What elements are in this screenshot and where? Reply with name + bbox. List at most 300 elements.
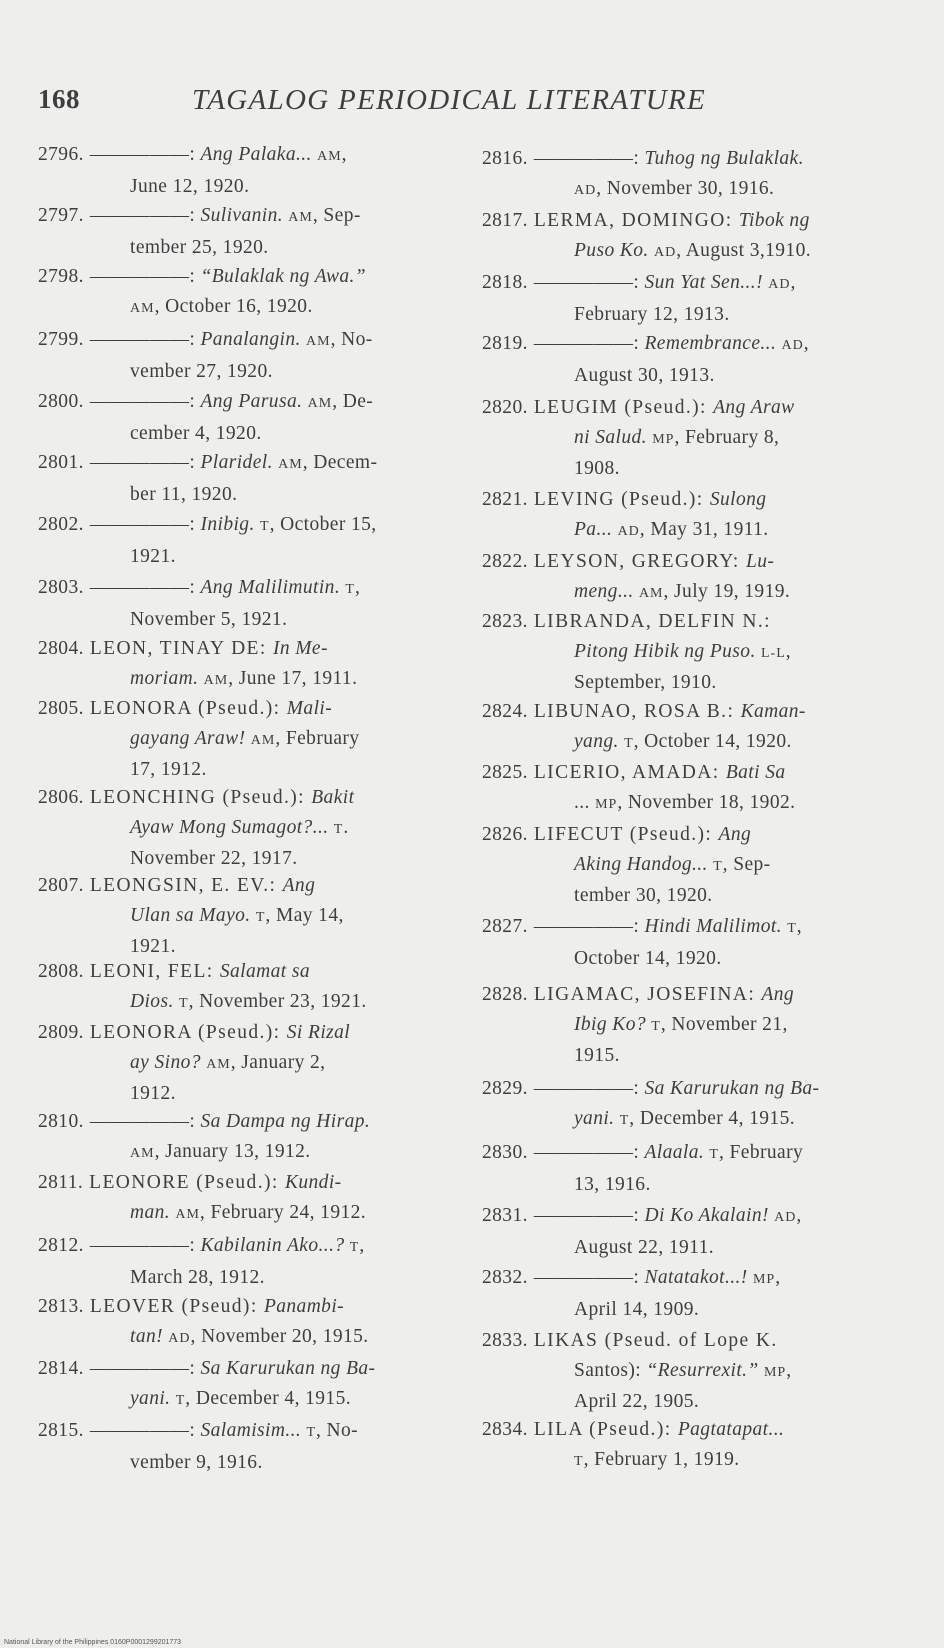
entry-line: [482, 944, 907, 974]
entry-line: [482, 515, 907, 547]
entry-text: ,: [796, 1205, 802, 1226]
entry-title: Natatakot...!: [644, 1267, 753, 1288]
entry-line: [482, 1074, 907, 1104]
entry-text: cember 4, 1920.: [130, 422, 262, 444]
entry-number: 2811.: [38, 1172, 84, 1193]
entry-line: [38, 783, 448, 813]
entry-title: ay Sino?: [130, 1051, 207, 1073]
bibliography-entry: [482, 547, 907, 608]
entry-title: Ibig Ko?: [574, 1013, 652, 1035]
entry-line: [38, 871, 448, 901]
entry-text: 1908.: [574, 458, 620, 479]
entry-text: , January 2,: [230, 1051, 326, 1073]
entry-text: , February 24, 1912.: [199, 1201, 367, 1223]
entry-line: [482, 850, 907, 882]
entry-author: LEONORA (Pseud.):: [89, 698, 287, 719]
periodical-abbrev: AM: [306, 334, 331, 349]
entry-line: [482, 820, 907, 850]
entry-number: 2796.: [38, 144, 84, 165]
entry-title: Pitong Hibik ng Puso.: [574, 640, 761, 662]
entry-title: Kundi-: [284, 1172, 342, 1193]
entry-text: ...: [574, 791, 596, 813]
entry-number: 2806.: [38, 787, 84, 808]
entry-text: June 12, 1920.: [130, 175, 250, 197]
entry-title: Plaridel.: [200, 452, 279, 473]
entry-line: [482, 1233, 907, 1263]
entry-line: [482, 1356, 907, 1388]
entry-line: [482, 697, 907, 727]
entry-number: 2808.: [38, 961, 84, 982]
bibliography-entry: [482, 393, 907, 484]
entry-text: 1921.: [130, 936, 176, 957]
entry-title: Salamisim...: [200, 1420, 307, 1441]
entry-author: LEOVER (Pseud):: [89, 1296, 264, 1317]
entry-number: 2834.: [482, 1419, 528, 1440]
entry-author: LIGAMAC, JOSEFINA:: [533, 984, 762, 1005]
entry-text: ,: [354, 577, 361, 598]
entry-title: Ang Parusa.: [200, 391, 308, 412]
entry-number: 2821.: [482, 489, 528, 510]
entry-line: [482, 912, 907, 944]
entry-author: LEON, TINAY DE:: [89, 638, 273, 659]
bibliography-entry: [38, 573, 448, 634]
entry-text: —————:: [89, 577, 201, 598]
periodical-abbrev: T: [787, 921, 797, 936]
entry-text: March 28, 1912.: [130, 1266, 265, 1288]
entry-line: [482, 1170, 907, 1200]
entry-title: Sun Yat Sen...!: [644, 272, 769, 293]
entry-title: Pa...: [574, 518, 618, 540]
bibliography-entry: [482, 980, 907, 1071]
entry-title: Dios.: [130, 990, 179, 1012]
periodical-abbrev: AM: [175, 1206, 200, 1222]
entry-title: Ang: [282, 875, 316, 896]
entry-text: , Decem-: [302, 452, 378, 473]
entry-text: —————:: [89, 452, 201, 473]
bibliography-entry: [38, 783, 448, 874]
entry-number: 2812.: [38, 1235, 84, 1256]
bibliography-entry: [482, 206, 907, 267]
periodical-abbrev: T: [709, 1147, 719, 1162]
periodical-abbrev: AD: [168, 1330, 191, 1346]
entry-text: , November 20, 1915.: [190, 1325, 369, 1347]
entry-text: —————:: [533, 1267, 645, 1288]
entry-number: 2819.: [482, 333, 528, 354]
entry-number: 2798.: [38, 266, 84, 287]
entry-text: August 30, 1913.: [574, 364, 715, 386]
periodical-abbrev: T: [333, 821, 344, 837]
entry-title: Inibig.: [200, 514, 260, 535]
entry-number: 2822.: [482, 551, 528, 572]
entry-title: yani.: [574, 1107, 620, 1129]
bibliography-entry: [482, 485, 907, 546]
periodical-abbrev: T: [345, 582, 355, 597]
entry-title: yani.: [130, 1387, 176, 1409]
entry-text: —————:: [89, 205, 201, 226]
periodical-abbrev: T: [260, 519, 270, 534]
entry-number: 2814.: [38, 1358, 84, 1379]
entry-line: [482, 1138, 907, 1170]
entry-text: , November 30, 1916.: [596, 177, 775, 199]
entry-text: ,: [775, 1267, 781, 1288]
periodical-abbrev: AM: [206, 1056, 231, 1072]
periodical-abbrev: AD: [653, 244, 677, 260]
entry-text: —————:: [89, 144, 201, 165]
entry-title: Kaman-: [740, 701, 806, 722]
entry-author: LIBUNAO, ROSA B.:: [533, 701, 741, 722]
entry-text: , Sep-: [722, 853, 771, 875]
entry-line: [38, 573, 448, 605]
entry-number: 2833.: [482, 1330, 528, 1351]
entry-text: October 14, 1920.: [574, 947, 722, 969]
entry-text: , June 17, 1911.: [228, 667, 358, 689]
entry-text: vember 9, 1916.: [130, 1451, 263, 1473]
entry-text: —————:: [533, 148, 645, 169]
entry-author: LEUGIM (Pseud.):: [533, 397, 714, 418]
bibliography-entry: [38, 510, 448, 571]
entry-text: tember 30, 1920.: [574, 885, 713, 906]
entry-text: , October 16, 1920.: [154, 295, 313, 317]
entry-author: LICERIO, AMADA:: [533, 762, 726, 783]
entry-number: 2825.: [482, 762, 528, 783]
entry-title: Tuhog ng Bulaklak.: [644, 148, 804, 169]
entry-title: Bati Sa: [725, 762, 786, 783]
bibliography-entry: [482, 1201, 907, 1262]
entry-line: [482, 1041, 907, 1071]
entry-number: 2827.: [482, 916, 528, 937]
footer-note: National Library of the Philippines 0160P0001299201773: [4, 1639, 182, 1646]
periodical-abbrev: AM: [317, 149, 342, 164]
entry-line: [482, 361, 907, 391]
entry-title: Panalangin.: [200, 329, 307, 350]
bibliography-entry: [38, 871, 448, 962]
entry-text: —————:: [533, 1142, 645, 1163]
entry-text: , February 8,: [674, 426, 780, 448]
bibliography-entry: [482, 268, 907, 329]
periodical-abbrev: MP: [652, 431, 675, 447]
entry-text: 13, 1916.: [574, 1173, 651, 1195]
periodical-abbrev: AM: [278, 457, 303, 472]
entry-line: [38, 664, 448, 696]
entry-line: [38, 634, 448, 664]
periodical-abbrev: T: [713, 858, 723, 874]
periodical-abbrev: T: [651, 1018, 661, 1034]
entry-title: Ang Palaka...: [200, 144, 318, 165]
entry-line: [38, 1416, 448, 1448]
entry-text: , December 4, 1915.: [629, 1107, 796, 1129]
entry-text: —————:: [89, 329, 201, 350]
entry-number: 2809.: [38, 1022, 84, 1043]
periodical-abbrev: T: [619, 1112, 630, 1128]
entry-text: , May 14,: [265, 904, 344, 926]
entry-line: [482, 607, 907, 637]
entry-title: Lu-: [746, 551, 775, 572]
entry-line: [482, 668, 907, 698]
entry-number: 2820.: [482, 397, 528, 418]
entry-title: moriam.: [130, 667, 204, 689]
entry-number: 2804.: [38, 638, 84, 659]
entry-line: [38, 1198, 448, 1230]
entry-title: Hindi Malilimot.: [644, 916, 788, 937]
entry-number: 2810.: [38, 1111, 84, 1132]
entry-title: Sa Dampa ng Hirap.: [200, 1111, 371, 1132]
entry-title: Puso Ko.: [574, 239, 654, 261]
bibliography-entry: [38, 1168, 448, 1229]
entry-number: 2826.: [482, 824, 528, 845]
entry-line: [482, 268, 907, 300]
entry-text: September, 1910.: [574, 672, 717, 693]
entry-title: Si Rizal: [286, 1022, 351, 1043]
entry-text: , No-: [316, 1420, 359, 1441]
entry-line: [482, 637, 907, 669]
entry-title: Ang Araw: [713, 397, 795, 418]
entry-line: [38, 1292, 448, 1322]
entry-line: [482, 1326, 907, 1356]
entry-line: [38, 387, 448, 419]
periodical-abbrev: AM: [638, 585, 664, 601]
entry-line: [482, 174, 907, 206]
entry-text: 1915.: [574, 1045, 620, 1066]
entry-text: , February: [718, 1142, 804, 1163]
entry-author: LIBRANDA, DELFIN N.:: [533, 611, 771, 632]
entry-line: [482, 485, 907, 515]
entry-author: LIFECUT (Pseud.):: [533, 824, 719, 845]
entry-author: LEONORE (Pseud.):: [89, 1172, 285, 1193]
entry-title: Mali-: [286, 698, 333, 719]
entry-number: 2813.: [38, 1296, 84, 1317]
entry-text: , No-: [330, 329, 373, 350]
entry-line: [482, 1010, 907, 1042]
entry-text: ,: [796, 916, 803, 937]
periodical-abbrev: L-L: [761, 645, 786, 661]
entry-text: ,: [786, 1359, 792, 1381]
bibliography-entry: [38, 1354, 448, 1415]
entry-text: —————:: [89, 1111, 201, 1132]
entry-title: Sa Karurukan ng Ba-: [200, 1358, 376, 1379]
entry-text: , November 21,: [660, 1013, 788, 1035]
entry-text: November 5, 1921.: [130, 608, 288, 630]
entry-line: [38, 1384, 448, 1416]
entry-line: [482, 329, 907, 361]
entry-line: [38, 480, 448, 510]
entry-title: “Resurrexit.”: [646, 1359, 764, 1381]
entry-number: 2805.: [38, 698, 84, 719]
entry-text: 1912.: [130, 1083, 176, 1104]
periodical-abbrev: T: [175, 1392, 186, 1408]
bibliography-entry: [482, 758, 907, 819]
entry-line: [38, 1448, 448, 1478]
entry-title: Salamat sa: [219, 961, 311, 982]
bibliography-entry: [38, 201, 448, 262]
bibliography-entry: [38, 1018, 448, 1109]
entry-text: , November 23, 1921.: [188, 990, 367, 1012]
page-header: [38, 84, 758, 124]
entry-text: , October 14, 1920.: [633, 730, 792, 752]
periodical-abbrev: AM: [130, 1145, 155, 1161]
entry-title: In Me-: [272, 638, 328, 659]
entry-line: [482, 547, 907, 577]
entry-line: [38, 262, 448, 292]
entry-line: [482, 144, 907, 174]
entry-text: —————:: [89, 514, 201, 535]
periodical-abbrev: T: [349, 1240, 360, 1255]
periodical-abbrev: AD: [781, 338, 804, 353]
entry-line: [482, 393, 907, 423]
entry-line: [38, 1322, 448, 1354]
entry-line: [482, 1415, 907, 1445]
entry-text: , De-: [332, 391, 374, 412]
entry-line: [38, 419, 448, 449]
entry-text: —————:: [533, 272, 645, 293]
bibliography-entry: [482, 1263, 907, 1324]
periodical-abbrev: AM: [203, 672, 229, 688]
entry-author: LEONI, FEL:: [89, 961, 220, 982]
periodical-abbrev: AM: [288, 210, 313, 225]
periodical-abbrev: AD: [617, 523, 640, 539]
entry-text: , July 19, 1919.: [663, 580, 791, 602]
bibliography-entry: [38, 262, 448, 323]
entry-title: Tibok ng: [738, 210, 810, 231]
periodical-abbrev: AD: [774, 1210, 797, 1225]
entry-line: [482, 206, 907, 236]
periodical-abbrev: T: [306, 1425, 316, 1440]
entry-line: [482, 1295, 907, 1325]
entry-title: Sulivanin.: [200, 205, 289, 226]
entry-text: ,: [790, 272, 796, 293]
entry-number: 2807.: [38, 875, 84, 896]
entry-text: ,: [359, 1235, 365, 1256]
entry-text: 1921.: [130, 545, 176, 567]
entry-line: [38, 233, 448, 263]
bibliography-entry: [482, 1326, 907, 1417]
entry-title: meng...: [574, 580, 639, 602]
entry-line: [38, 1048, 448, 1080]
entry-text: 17, 1912.: [130, 759, 207, 780]
bibliography-entry: [38, 634, 448, 695]
entry-line: [38, 1263, 448, 1293]
periodical-abbrev: AM: [130, 300, 155, 316]
entry-number: 2800.: [38, 391, 84, 412]
entry-line: [482, 577, 907, 609]
periodical-abbrev: T: [255, 909, 266, 925]
entry-number: 2799.: [38, 329, 84, 350]
entry-line: [38, 844, 448, 874]
bibliography-entry: [38, 448, 448, 509]
entry-line: [482, 236, 907, 268]
entry-line: [482, 1445, 907, 1477]
entry-line: [38, 325, 448, 357]
periodical-abbrev: MP: [763, 1364, 787, 1380]
entry-line: [38, 755, 448, 785]
bibliography-entry: [482, 697, 907, 758]
entry-line: [38, 542, 448, 572]
entry-number: 2823.: [482, 611, 528, 632]
entry-line: [38, 724, 448, 756]
entry-text: February 12, 1913.: [574, 303, 730, 325]
bibliography-entry: [482, 820, 907, 911]
running-title: TAGALOG PERIODICAL LITERATURE: [192, 84, 707, 116]
entry-line: [38, 1354, 448, 1384]
entry-author: LEONCHING (Pseud.):: [89, 787, 312, 808]
entry-line: [38, 357, 448, 387]
entry-author: LERMA, DOMINGO:: [533, 210, 739, 231]
entry-line: [38, 813, 448, 845]
entry-line: [482, 1104, 907, 1136]
bibliography-entry: [482, 144, 907, 205]
entry-title: gayang Araw!: [130, 727, 251, 749]
entry-text: —————:: [89, 391, 201, 412]
entry-line: [38, 448, 448, 480]
entry-title: ni Salud.: [574, 426, 653, 448]
entry-line: [38, 1137, 448, 1169]
entry-line: [482, 423, 907, 455]
entry-text: —————:: [89, 1235, 201, 1256]
bibliography-entry: [38, 387, 448, 448]
entry-line: [38, 605, 448, 635]
page-number: 168: [38, 84, 80, 114]
entry-text: , February: [275, 727, 360, 749]
entry-line: [482, 727, 907, 759]
entry-text: , October 15,: [269, 514, 377, 535]
entry-title: “Bulaklak ng Awa.”: [200, 266, 367, 287]
periodical-abbrev: MP: [595, 796, 618, 812]
entry-author: LEYSON, GREGORY:: [533, 551, 747, 572]
entry-number: 2802.: [38, 514, 84, 535]
entry-text: , January 13, 1912.: [154, 1140, 311, 1162]
entry-author: LEVING (Pseud.):: [533, 489, 710, 510]
bibliography-entry: [38, 1292, 448, 1353]
entry-line: [38, 1231, 448, 1263]
periodical-abbrev: AD: [574, 182, 597, 198]
entry-line: [482, 980, 907, 1010]
entry-number: 2832.: [482, 1267, 528, 1288]
entry-number: 2817.: [482, 210, 528, 231]
entry-title: Remembrance...: [644, 333, 782, 354]
entry-line: [38, 172, 448, 202]
entry-text: —————:: [533, 333, 645, 354]
entry-text: , February 1, 1919.: [583, 1448, 740, 1470]
periodical-abbrev: T: [179, 995, 189, 1011]
entry-text: , Sep-: [312, 205, 361, 226]
entry-text: , November 18, 1902.: [617, 791, 796, 813]
entry-title: Sulong: [709, 489, 767, 510]
entry-text: , August 3,1910.: [676, 239, 812, 261]
entry-text: vember 27, 1920.: [130, 360, 273, 382]
entry-number: 2824.: [482, 701, 528, 722]
periodical-abbrev: AD: [768, 277, 791, 292]
entry-line: [38, 901, 448, 933]
periodical-abbrev: AM: [250, 732, 276, 748]
entry-text: ,: [785, 640, 792, 662]
bibliography-entry: [38, 1107, 448, 1168]
entry-line: [38, 1079, 448, 1109]
entry-text: ,: [341, 144, 347, 165]
entry-line: [38, 957, 448, 987]
bibliography-entry: [38, 1231, 448, 1292]
entry-number: 2803.: [38, 577, 84, 598]
entry-text: —————:: [533, 1205, 645, 1226]
entry-text: —————:: [533, 1078, 645, 1099]
entry-title: Panambi-: [263, 1296, 345, 1317]
entry-title: Aking Handog...: [574, 853, 714, 875]
entry-text: .: [343, 816, 349, 838]
entry-number: 2801.: [38, 452, 84, 473]
entry-author: LILA (Pseud.):: [533, 1419, 678, 1440]
entry-number: 2818.: [482, 272, 528, 293]
bibliography-entry: [38, 694, 448, 785]
bibliography-entry: [482, 329, 907, 390]
entry-number: 2830.: [482, 1142, 528, 1163]
